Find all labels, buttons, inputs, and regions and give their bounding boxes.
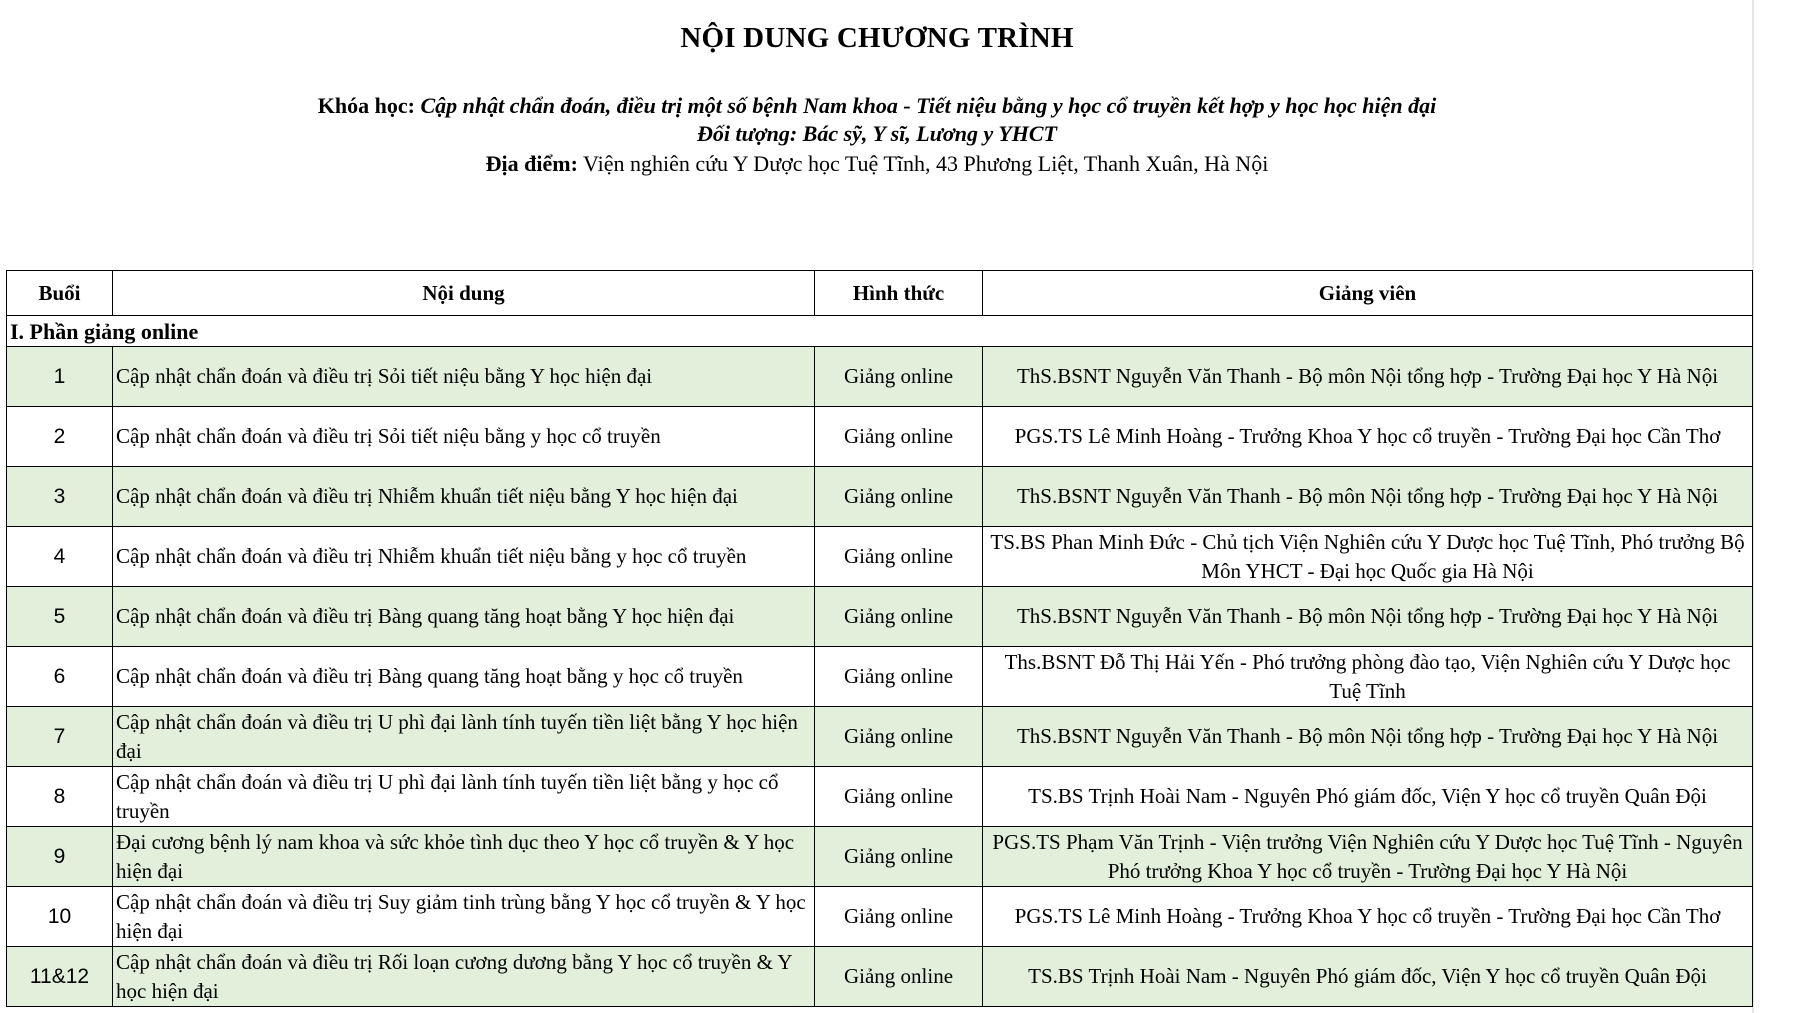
table-row — [7, 347, 1753, 407]
page-title: NỘI DUNG CHƯƠNG TRÌNH — [680, 22, 1074, 54]
session-number: 4 — [7, 527, 113, 587]
session-content: Cập nhật chẩn đoán và điều trị Sỏi tiết niệu bằng y học cổ truyền — [113, 407, 815, 467]
table-row — [7, 527, 1753, 587]
session-lecturer: PGS.TS Phạm Văn Trịnh - Viện trưởng Viện Nghiên cứu Y Dược học Tuệ Tĩnh - Nguyên Phó trưởng Khoa Y học cổ truyền - Trường Đại học Y Hà Nội — [983, 827, 1753, 887]
session-format: Giảng online — [815, 707, 983, 767]
column-header-lecturer: Giảng viên — [983, 271, 1753, 316]
session-format: Giảng online — [815, 407, 983, 467]
session-lecturer: Ths.BSNT Đỗ Thị Hải Yến - Phó trưởng phòng đào tạo, Viện Nghiên cứu Y Dược học Tuệ Tĩnh — [983, 647, 1753, 707]
table-row — [7, 767, 1753, 827]
column-header-content: Nội dung — [113, 271, 815, 316]
table-row — [7, 827, 1753, 887]
session-content: Cập nhật chẩn đoán và điều trị Bàng quang tăng hoạt bằng Y học hiện đại — [113, 587, 815, 647]
location-value: Viện nghiên cứu Y Dược học Tuệ Tĩnh, 43 Phương Liệt, Thanh Xuân, Hà Nội — [583, 151, 1269, 176]
target-line — [0, 120, 1754, 148]
session-lecturer: PGS.TS Lê Minh Hoàng - Trưởng Khoa Y học cổ truyền - Trường Đại học Cần Thơ — [983, 407, 1753, 467]
session-number: 3 — [7, 467, 113, 527]
session-format: Giảng online — [815, 947, 983, 1007]
session-content: Cập nhật chẩn đoán và điều trị U phì đại lành tính tuyến tiền liệt bằng Y học hiện đại — [113, 707, 815, 767]
course-line — [0, 92, 1754, 120]
session-lecturer: ThS.BSNT Nguyễn Văn Thanh - Bộ môn Nội tổng hợp - Trường Đại học Y Hà Nội — [983, 467, 1753, 527]
session-number: 11&12 — [7, 947, 113, 1007]
session-content: Đại cương bệnh lý nam khoa và sức khỏe tình dục theo Y học cổ truyền & Y học hiện đại — [113, 827, 815, 887]
section-title: I. Phần giảng online — [7, 316, 1753, 347]
course-label: Khóa học: — [317, 93, 415, 118]
session-number: 8 — [7, 767, 113, 827]
session-number: 10 — [7, 887, 113, 947]
session-number: 9 — [7, 827, 113, 887]
course-value: Cập nhật chẩn đoán, điều trị một số bệnh Nam khoa - Tiết niệu bằng y học cổ truyền kết hợp y học học hiện đại — [420, 93, 1437, 118]
table-row — [7, 587, 1753, 647]
session-content: Cập nhật chẩn đoán và điều trị Bàng quang tăng hoạt bằng y học cổ truyền — [113, 647, 815, 707]
session-lecturer: TS.BS Trịnh Hoài Nam - Nguyên Phó giám đốc, Viện Y học cổ truyền Quân Đội — [983, 767, 1753, 827]
table-row — [7, 467, 1753, 527]
location-label: Địa điểm: — [485, 151, 578, 176]
session-number: 2 — [7, 407, 113, 467]
column-header-format: Hình thức — [815, 271, 983, 316]
session-content: Cập nhật chẩn đoán và điều trị Rối loạn cương dương bằng Y học cổ truyền & Y học hiện đại — [113, 947, 815, 1007]
session-number: 6 — [7, 647, 113, 707]
column-header-session: Buổi — [7, 271, 113, 316]
session-content: Cập nhật chẩn đoán và điều trị Suy giảm tinh trùng bằng Y học cổ truyền & Y học hiện đại — [113, 887, 815, 947]
session-content: Cập nhật chẩn đoán và điều trị Sỏi tiết niệu bằng Y học hiện đại — [113, 347, 815, 407]
session-format: Giảng online — [815, 587, 983, 647]
table-row — [7, 947, 1753, 1007]
session-lecturer: TS.BS Trịnh Hoài Nam - Nguyên Phó giám đốc, Viện Y học cổ truyền Quân Đội — [983, 947, 1753, 1007]
target-text: Đối tượng: Bác sỹ, Y sĩ, Lương y YHCT — [696, 121, 1057, 146]
session-lecturer: ThS.BSNT Nguyễn Văn Thanh - Bộ môn Nội tổng hợp - Trường Đại học Y Hà Nội — [983, 587, 1753, 647]
session-lecturer: TS.BS Phan Minh Đức - Chủ tịch Viện Nghiên cứu Y Dược học Tuệ Tĩnh, Phó trưởng Bộ Môn YHCT - Đại học Quốc gia Hà Nội — [983, 527, 1753, 587]
session-number: 1 — [7, 347, 113, 407]
session-format: Giảng online — [815, 827, 983, 887]
session-format: Giảng online — [815, 647, 983, 707]
session-number: 5 — [7, 587, 113, 647]
session-format: Giảng online — [815, 767, 983, 827]
session-format: Giảng online — [815, 887, 983, 947]
session-lecturer: PGS.TS Lê Minh Hoàng - Trưởng Khoa Y học cổ truyền - Trường Đại học Cần Thơ — [983, 887, 1753, 947]
session-lecturer: ThS.BSNT Nguyễn Văn Thanh - Bộ môn Nội tổng hợp - Trường Đại học Y Hà Nội — [983, 707, 1753, 767]
table-row — [7, 647, 1753, 707]
table-row — [7, 407, 1753, 467]
table-header-row — [7, 271, 1753, 316]
session-content: Cập nhật chẩn đoán và điều trị Nhiễm khuẩn tiết niệu bằng Y học hiện đại — [113, 467, 815, 527]
table-row — [7, 887, 1753, 947]
section-row — [7, 316, 1753, 347]
session-format: Giảng online — [815, 527, 983, 587]
table-row — [7, 707, 1753, 767]
session-lecturer: ThS.BSNT Nguyễn Văn Thanh - Bộ môn Nội tổng hợp - Trường Đại học Y Hà Nội — [983, 347, 1753, 407]
session-number: 7 — [7, 707, 113, 767]
session-format: Giảng online — [815, 347, 983, 407]
location-line — [0, 150, 1754, 178]
session-content: Cập nhật chẩn đoán và điều trị U phì đại lành tính tuyến tiền liệt bằng y học cổ truyền — [113, 767, 815, 827]
schedule-table — [6, 270, 1753, 1007]
session-content: Cập nhật chẩn đoán và điều trị Nhiễm khuẩn tiết niệu bằng y học cổ truyền — [113, 527, 815, 587]
session-format: Giảng online — [815, 467, 983, 527]
